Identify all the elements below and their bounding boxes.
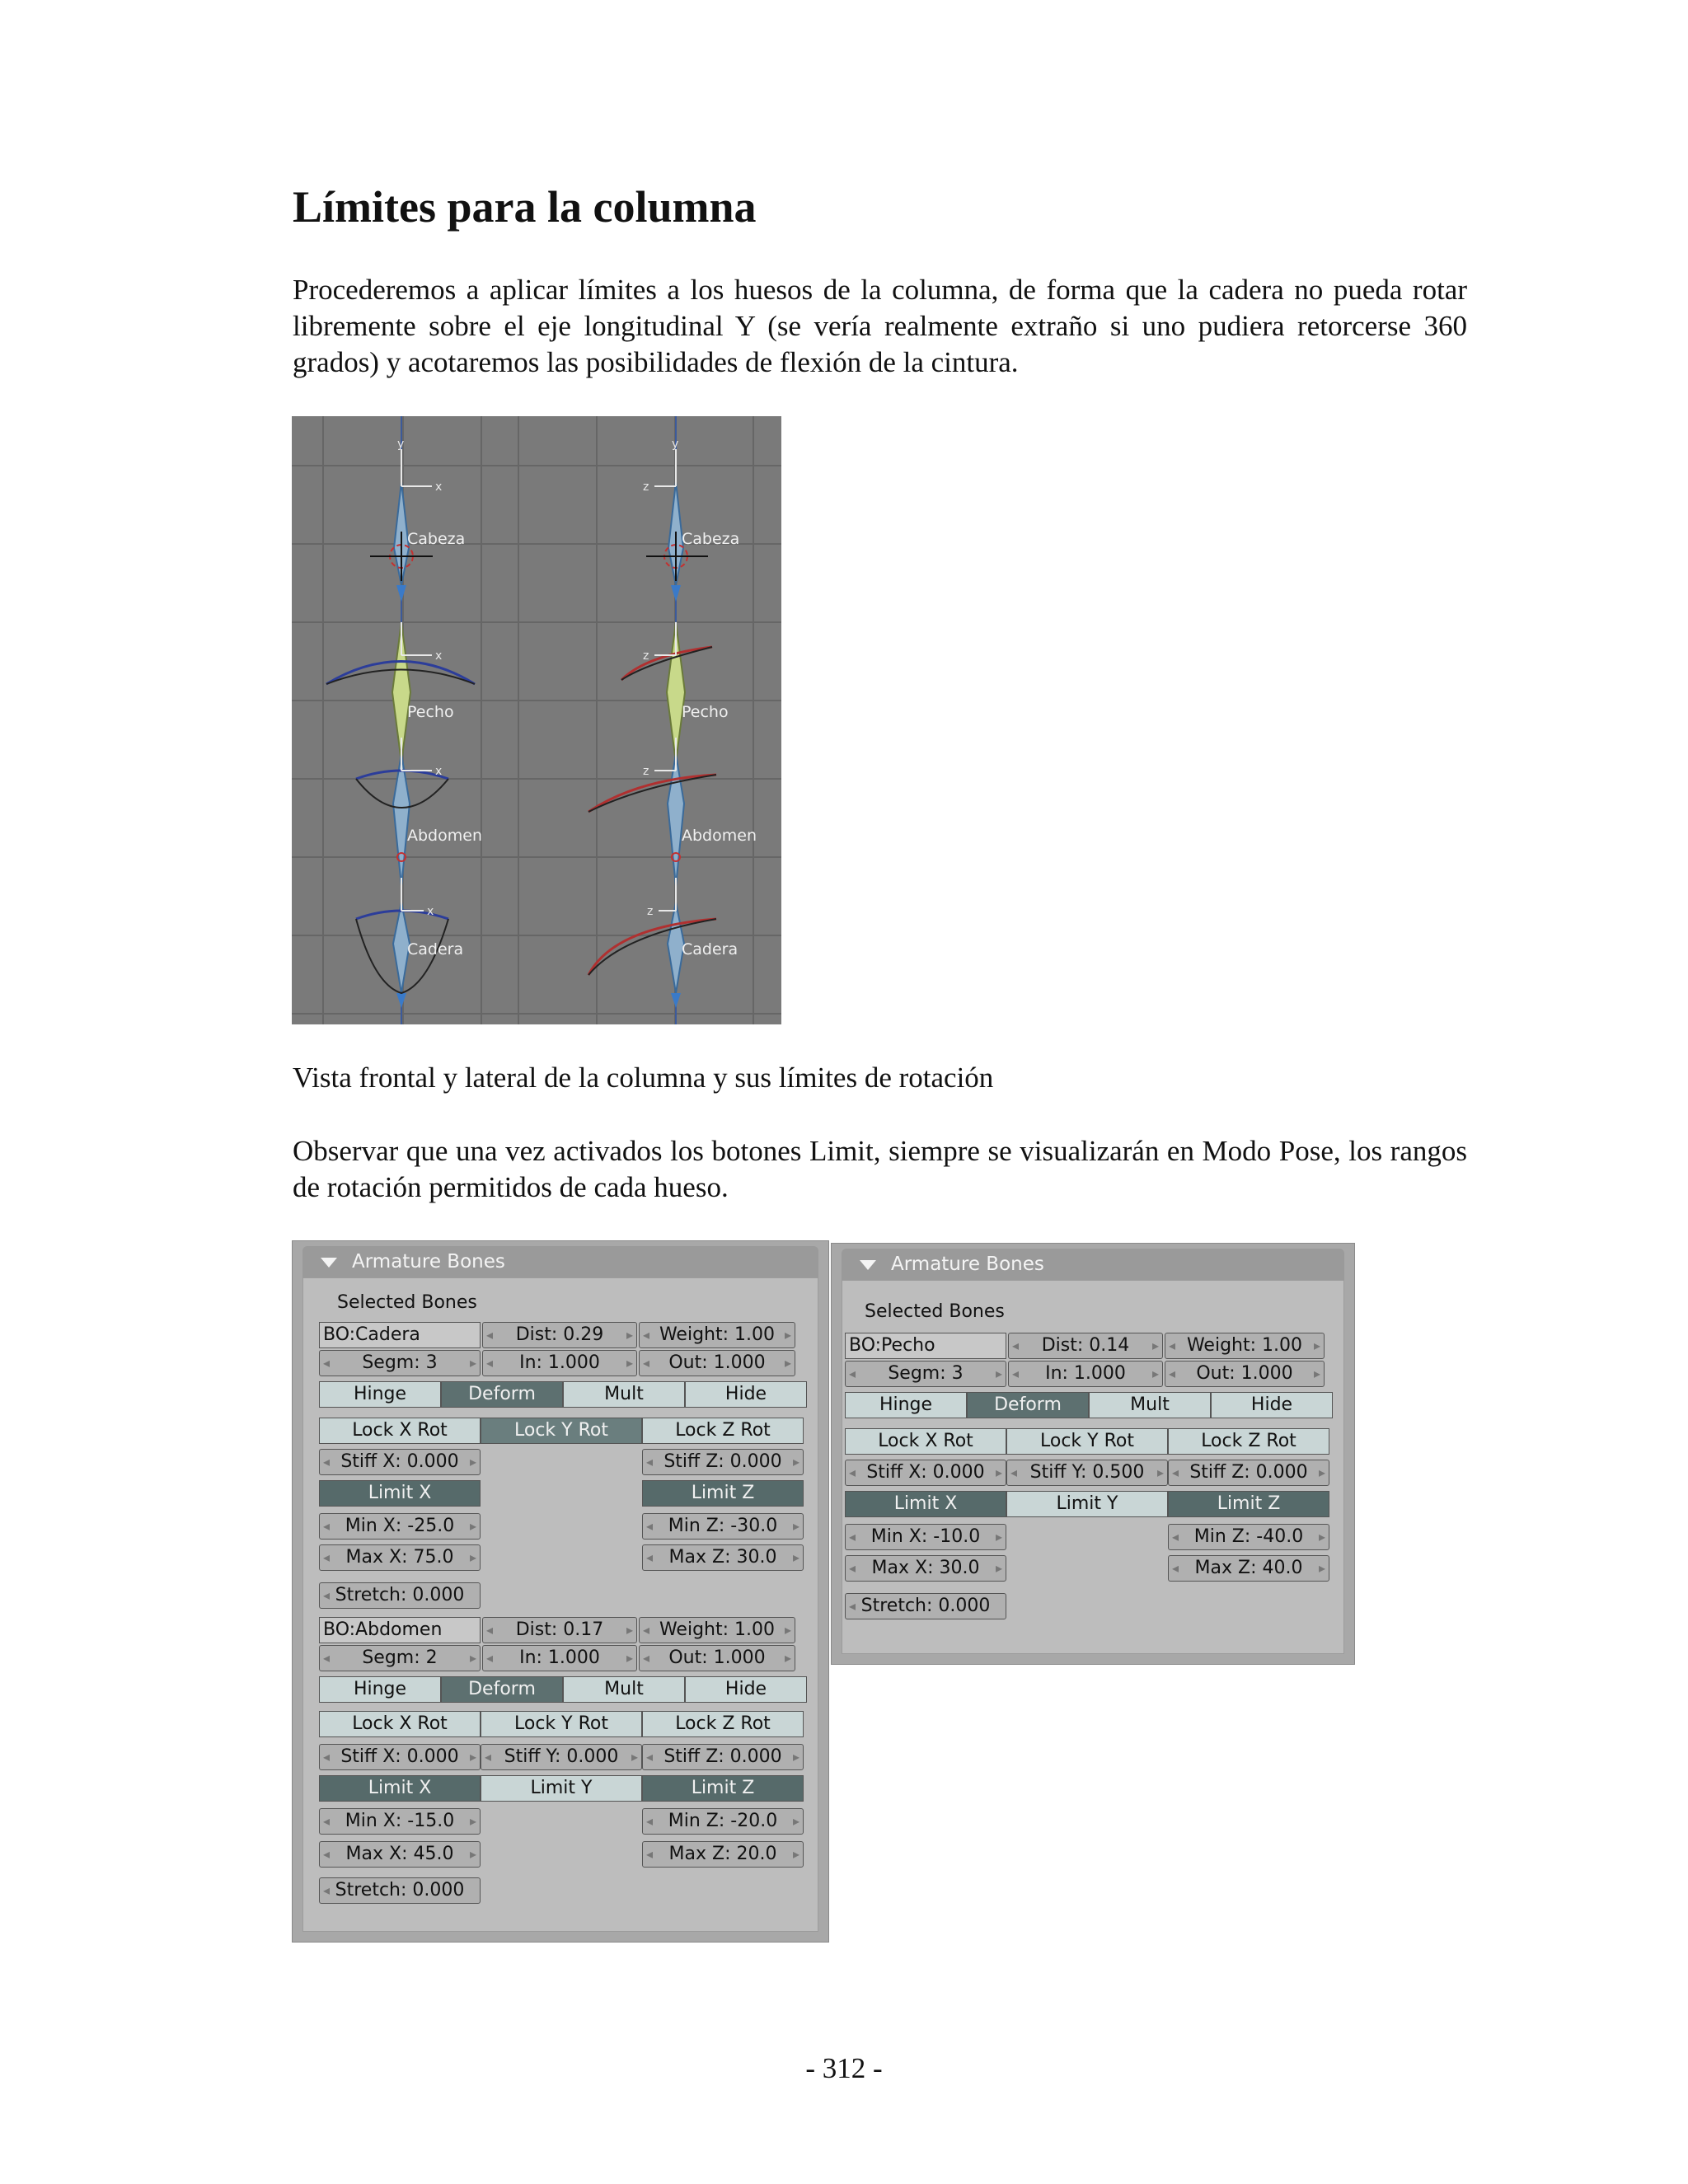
hinge-toggle[interactable]: Hinge (319, 1676, 441, 1703)
weight-field[interactable]: ◂ Weight: 1.00 ▸ (1165, 1333, 1325, 1359)
bone-name-field[interactable]: BO:Cadera (319, 1322, 481, 1348)
limit-x-toggle[interactable]: Limit X (845, 1491, 1006, 1517)
hide-toggle[interactable]: Hide (1211, 1392, 1333, 1418)
segm-field[interactable]: ◂ Segm: 3 ▸ (319, 1350, 481, 1376)
lock-y-rot-toggle[interactable]: Lock Y Rot (481, 1418, 642, 1444)
segm-field[interactable]: ◂ Segm: 3 ▸ (845, 1361, 1006, 1387)
armature-bones-panel-right (831, 1243, 1355, 1665)
page-number: - 312 - (805, 2052, 883, 2084)
axis-x-label: x (435, 649, 443, 663)
dist-field[interactable]: ◂ Dist: 0.29 ▸ (482, 1322, 637, 1348)
out-field[interactable]: ◂ Out: 1.000 ▸ (639, 1645, 795, 1671)
collapse-triangle-icon[interactable] (321, 1258, 337, 1268)
segm-field[interactable]: ◂ Segm: 2 ▸ (319, 1645, 481, 1671)
lock-x-rot-toggle[interactable]: Lock X Rot (319, 1418, 481, 1444)
min-x-field[interactable]: ◂ Min X: -10.0 ▸ (845, 1524, 1006, 1550)
stiff-y-field[interactable]: ◂ Stiff Y: 0.500 ▸ (1006, 1460, 1168, 1486)
min-x-field[interactable]: ◂ Min X: -15.0 ▸ (319, 1808, 481, 1835)
stiff-x-field[interactable]: ◂ Stiff X: 0.000 ▸ (845, 1460, 1006, 1486)
min-z-field[interactable]: ◂ Min Z: -20.0 ▸ (642, 1808, 804, 1835)
bone-label-cabeza: Cabeza (682, 530, 740, 548)
bone-label-abdomen: Abdomen (407, 827, 482, 845)
max-z-field[interactable]: ◂ Max Z: 30.0 ▸ (642, 1544, 804, 1571)
min-z-field[interactable]: ◂ Min Z: -30.0 ▸ (642, 1513, 804, 1540)
out-field[interactable]: ◂ Out: 1.000 ▸ (639, 1350, 795, 1376)
max-z-field[interactable]: ◂ Max Z: 20.0 ▸ (642, 1841, 804, 1868)
intro-paragraph: Procederemos a aplicar límites a los huesos de la columna, de forma que la cadera no pueda rotar libremente sobre el eje longitudinal Y (se vería realmente extraño si uno pudiera retorcerse 360 grados) y acotaremos las posibilidades de flexión de la cintura. (293, 274, 1467, 378)
bone-label-cabeza: Cabeza (407, 530, 466, 548)
hinge-toggle[interactable]: Hinge (319, 1381, 441, 1408)
stretch-field[interactable]: ◂ Stretch: 0.000 (319, 1877, 481, 1904)
frontal-spine (326, 438, 482, 1008)
lock-x-rot-toggle[interactable]: Lock X Rot (319, 1711, 481, 1737)
bone-label-cadera: Cadera (407, 940, 464, 958)
in-field[interactable]: ◂ In: 1.000 ▸ (482, 1350, 637, 1376)
bone-label-pecho: Pecho (407, 703, 454, 721)
axis-y-label: y (672, 438, 679, 451)
min-x-field[interactable]: ◂ Min X: -25.0 ▸ (319, 1513, 481, 1540)
stretch-field[interactable]: ◂ Stretch: 0.000 (845, 1593, 1006, 1619)
stiff-x-field[interactable]: ◂ Stiff X: 0.000 ▸ (319, 1744, 481, 1770)
axis-y-label: y (397, 438, 405, 451)
panel-header-label: Armature Bones (352, 1251, 505, 1272)
limit-z-toggle[interactable]: Limit Z (642, 1775, 804, 1802)
bone-label-cadera: Cadera (682, 940, 738, 958)
lock-y-rot-toggle[interactable]: Lock Y Rot (481, 1711, 642, 1737)
hide-toggle[interactable]: Hide (685, 1381, 807, 1408)
dist-field[interactable]: ◂ Dist: 0.14 ▸ (1008, 1333, 1163, 1359)
collapse-triangle-icon[interactable] (860, 1260, 876, 1270)
second-paragraph: Observar que una vez activados los botones Limit, siempre se visualizarán en Modo Pose, los rangos de rotación permitidos de cada hueso. (293, 1135, 1467, 1203)
out-field[interactable]: ◂ Out: 1.000 ▸ (1165, 1361, 1325, 1387)
spine-viewport-svg (292, 416, 781, 1024)
stiff-z-field[interactable]: ◂ Stiff Z: 0.000 ▸ (642, 1449, 804, 1475)
weight-field[interactable]: ◂ Weight: 1.00 ▸ (639, 1617, 795, 1643)
max-x-field[interactable]: ◂ Max X: 45.0 ▸ (319, 1841, 481, 1868)
deform-toggle[interactable]: Deform (967, 1392, 1089, 1418)
in-field[interactable]: ◂ In: 1.000 ▸ (1008, 1361, 1163, 1387)
axis-x-label: x (435, 480, 443, 494)
stretch-field[interactable]: ◂ Stretch: 0.000 (319, 1582, 481, 1609)
max-z-field[interactable]: ◂ Max Z: 40.0 ▸ (1168, 1555, 1329, 1582)
stiff-z-field[interactable]: ◂ Stiff Z: 0.000 ▸ (1168, 1460, 1329, 1486)
max-x-field[interactable]: ◂ Max X: 75.0 ▸ (319, 1544, 481, 1571)
lock-x-rot-toggle[interactable]: Lock X Rot (845, 1428, 1006, 1455)
panel-header[interactable] (302, 1246, 818, 1277)
weight-field[interactable]: ◂ Weight: 1.00 ▸ (639, 1322, 795, 1348)
limit-x-toggle[interactable]: Limit X (319, 1775, 481, 1802)
dist-field[interactable]: ◂ Dist: 0.17 ▸ (482, 1617, 637, 1643)
stiff-x-field[interactable]: ◂ Stiff X: 0.000 ▸ (319, 1449, 481, 1475)
selected-bones-label: Selected Bones (865, 1301, 1005, 1322)
bone-label-pecho: Pecho (682, 703, 729, 721)
hinge-toggle[interactable]: Hinge (845, 1392, 967, 1418)
in-field[interactable]: ◂ In: 1.000 ▸ (482, 1645, 637, 1671)
limit-z-toggle[interactable]: Limit Z (642, 1480, 804, 1507)
stiff-z-field[interactable]: ◂ Stiff Z: 0.000 ▸ (642, 1744, 804, 1770)
limit-y-toggle[interactable]: Limit Y (481, 1775, 642, 1802)
spine-viewport-figure (292, 416, 781, 1024)
limit-x-toggle[interactable]: Limit X (319, 1480, 481, 1507)
lock-z-rot-toggle[interactable]: Lock Z Rot (642, 1418, 804, 1444)
mult-toggle[interactable]: Mult (1089, 1392, 1211, 1418)
deform-toggle[interactable]: Deform (441, 1676, 563, 1703)
armature-bones-panel-left (292, 1240, 829, 1943)
bone-label-abdomen: Abdomen (682, 827, 757, 845)
panel-header[interactable] (842, 1249, 1344, 1280)
lock-z-rot-toggle[interactable]: Lock Z Rot (1168, 1428, 1329, 1455)
axis-z-label: z (647, 905, 654, 918)
figure-caption: Vista frontal y lateral de la columna y sus límites de rotación (293, 1062, 994, 1094)
max-x-field[interactable]: ◂ Max X: 30.0 ▸ (845, 1555, 1006, 1582)
axis-x-label: x (427, 905, 434, 918)
bone-name-field[interactable]: BO:Pecho (845, 1333, 1006, 1359)
axis-z-label: z (643, 649, 649, 663)
lateral-spine (588, 438, 757, 1008)
limit-z-toggle[interactable]: Limit Z (1168, 1491, 1329, 1517)
hide-toggle[interactable]: Hide (685, 1676, 807, 1703)
panel-header-label: Armature Bones (891, 1254, 1044, 1275)
axis-x-label: x (435, 765, 443, 778)
lock-y-rot-toggle[interactable]: Lock Y Rot (1006, 1428, 1168, 1455)
mult-toggle[interactable]: Mult (563, 1381, 685, 1408)
selected-bones-label: Selected Bones (337, 1292, 477, 1313)
axis-z-label: z (643, 765, 649, 778)
deform-toggle[interactable]: Deform (441, 1381, 563, 1408)
axis-z-label: z (643, 480, 649, 494)
mult-toggle[interactable]: Mult (563, 1676, 685, 1703)
stiff-y-field[interactable]: ◂ Stiff Y: 0.000 ▸ (481, 1744, 642, 1770)
min-z-field[interactable]: ◂ Min Z: -40.0 ▸ (1168, 1524, 1329, 1550)
limit-y-toggle[interactable]: Limit Y (1006, 1491, 1168, 1517)
bone-name-field[interactable]: BO:Abdomen (319, 1617, 481, 1643)
page-title: Límites para la columna (293, 182, 757, 232)
lock-z-rot-toggle[interactable]: Lock Z Rot (642, 1711, 804, 1737)
